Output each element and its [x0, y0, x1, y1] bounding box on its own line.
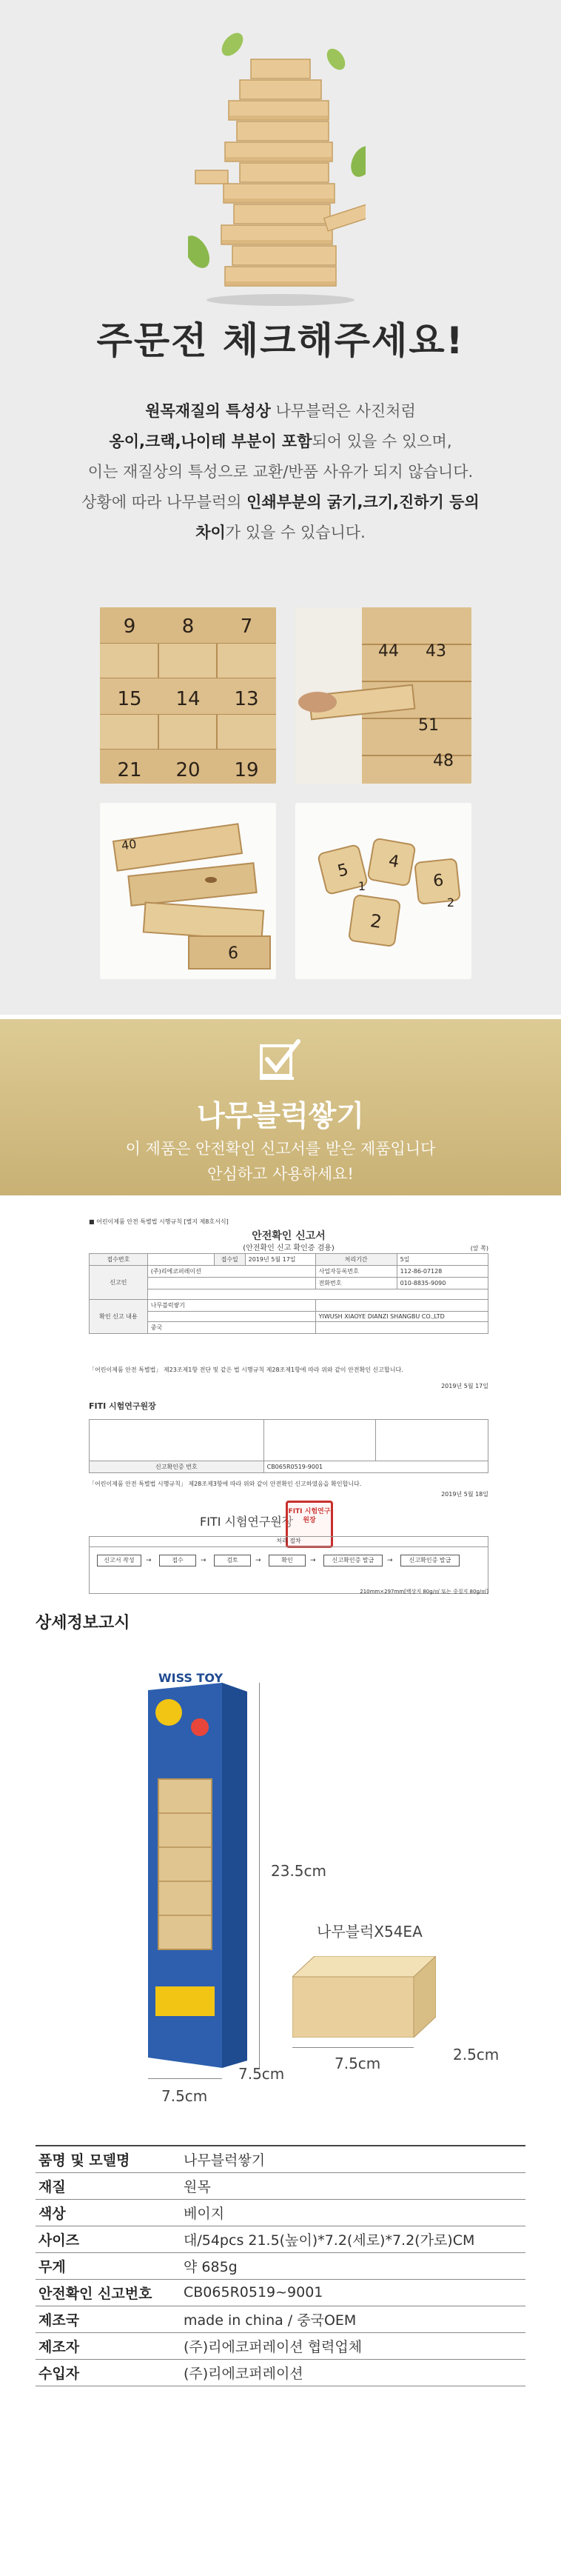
- dimension-line: [259, 1683, 260, 2068]
- photo-dice: [295, 803, 471, 979]
- spec-key: 무게: [36, 2252, 184, 2279]
- block-number: 7: [240, 615, 253, 638]
- spec-row: [36, 2306, 525, 2332]
- flow-step: 검토: [214, 1555, 251, 1566]
- spec-value: 약 685g: [184, 2252, 525, 2279]
- spec-row: [36, 2226, 525, 2252]
- product-detail-section: [0, 1610, 561, 2567]
- spec-key: 재질: [36, 2172, 184, 2199]
- cert-process-flow: [89, 1536, 488, 1594]
- cert-paper-spec: 210mm×297mm[백상지 80g/㎡ 또는 중질지 80g/㎡]: [360, 1589, 488, 1595]
- spec-value: 나무블럭쌓기: [184, 2146, 525, 2172]
- cert-cell: 접수일: [214, 1254, 245, 1266]
- spec-key: 품명 및 모델명: [36, 2146, 184, 2172]
- spec-value: (주)리에코퍼레이션 협력업체: [184, 2332, 525, 2359]
- cert-cell: 2019년 5월 17일: [245, 1254, 315, 1266]
- cert-subtitle: (안전확인 신고 확인증 겸용): [243, 1244, 335, 1252]
- arrow-right-icon: →: [146, 1557, 152, 1564]
- block-number: 1: [357, 879, 366, 893]
- block-number: 14: [175, 688, 201, 710]
- cert-cell: 접수번호: [90, 1254, 148, 1266]
- spec-value: CB065R0519~9001: [184, 2279, 525, 2306]
- flow-step: 신고확인증 발급: [323, 1555, 383, 1566]
- kc-safety-band: [0, 1019, 561, 1195]
- block-number: 6: [432, 871, 445, 891]
- flow-head: 처리 절차: [90, 1537, 488, 1547]
- block-number: 13: [234, 688, 259, 710]
- spec-key: 제조국: [36, 2306, 184, 2332]
- flow-step: 신고확인증 발급: [400, 1555, 460, 1566]
- cert-confirm-text: 「어린이제품 안전 특별법 시행규칙」 제28조제3항에 따라 위와 같이 안전확인 신고하였음을 확인합니다.: [89, 1481, 362, 1487]
- box-width-label: 7.5cm: [161, 2087, 208, 2105]
- block-number: 2: [446, 895, 455, 910]
- cert-org-name: FITI 시험연구원장: [89, 1401, 156, 1411]
- checkbox-check-icon: [258, 1037, 303, 1080]
- cert-declare-text: 「어린이제품 안전 특별법」 제23조제1항 전단 및 같은 법 시행규칙 제28조제1항에 따라 위와 같이 안전확인 신고합니다.: [89, 1367, 403, 1373]
- block-number: 15: [117, 688, 142, 710]
- block-number: 21: [117, 759, 142, 781]
- cert-cell: 나무블럭쌓기: [147, 1300, 315, 1312]
- box-height-label: 23.5cm: [271, 1862, 327, 1880]
- cert-cell: 신고인: [90, 1266, 148, 1300]
- kc-band-subtitle-line-1: 이 제품은 안전확인 신고서를 받은 제품입니다: [125, 1140, 436, 1158]
- notice-section: [0, 0, 561, 1015]
- cert-confirm-date: 2019년 5월 18일: [441, 1491, 488, 1498]
- kc-band-subtitle-line-2: 안심하고 사용하세요!: [207, 1165, 354, 1183]
- cert-cell: [315, 1300, 488, 1312]
- flow-step: 접수: [159, 1555, 196, 1566]
- cert-org-signature: FITI 시험연구원장: [200, 1515, 294, 1529]
- detail-heading: 상세정보고시: [36, 1614, 130, 1632]
- spec-row: [36, 2172, 525, 2199]
- notice-line-2: 옹이,크랙,나이테 부분이 포함되어 있을 수 있으며,: [109, 433, 452, 450]
- flow-step: 확인: [269, 1555, 306, 1566]
- photo-pulled-block: [295, 607, 471, 784]
- spec-table: [36, 2145, 525, 2386]
- block-number: 20: [175, 759, 201, 781]
- jenga-tower-illustration: [188, 30, 366, 311]
- safety-certificate-section: [0, 1195, 561, 1610]
- box-depth-label: 7.5cm: [238, 2065, 285, 2083]
- block-label: 나무블럭X54EA: [317, 1923, 423, 1941]
- spec-key: 색상: [36, 2199, 184, 2226]
- block-number: 2: [369, 910, 383, 933]
- arrow-right-icon: →: [255, 1557, 261, 1564]
- cert-form-number: ■ 어린이제품 안전 특별법 시행규칙 [별지 제8호서식]: [89, 1218, 229, 1225]
- notice-line-4: 상황에 따라 나무블럭의 인쇄부분의 굵기,크기,진하기 등의: [81, 493, 480, 511]
- notice-title: 주문전 체크해주세요!: [96, 319, 465, 362]
- spec-key: 수입자: [36, 2359, 184, 2386]
- dimension-line: [292, 2047, 414, 2048]
- spec-row: [36, 2146, 525, 2172]
- kc-band-title: 나무블럭쌓기: [196, 1100, 365, 1133]
- spec-value: 베이지: [184, 2199, 525, 2226]
- block-number: 48: [433, 752, 454, 770]
- cert-cell: 010-8835-9090: [397, 1278, 488, 1289]
- box-brand-label: WISS TOY: [158, 1671, 224, 1685]
- block-number: 19: [234, 759, 259, 781]
- cert-cell: [90, 1420, 264, 1461]
- cert-cell: [147, 1289, 488, 1300]
- block-number: 43: [426, 642, 446, 661]
- photo-numbered-blocks: [100, 607, 276, 784]
- block-number: 5: [335, 860, 351, 881]
- spec-row: [36, 2332, 525, 2359]
- block-number: 9: [123, 615, 136, 638]
- cert-cell: [376, 1420, 488, 1461]
- cert-cell: 중국: [147, 1322, 315, 1334]
- cert-declare-date: 2019년 5월 17일: [441, 1383, 488, 1389]
- dimension-line: [148, 2078, 222, 2079]
- spec-value: 대/54pcs 21.5(높이)*7.2(세로)*7.2(가로)CM: [184, 2226, 525, 2252]
- block-width-label: 2.5cm: [453, 2046, 500, 2063]
- cert-cell: [263, 1420, 376, 1461]
- spec-row: [36, 2199, 525, 2226]
- arrow-right-icon: →: [201, 1557, 206, 1564]
- spec-key: 안전확인 신고번호: [36, 2279, 184, 2306]
- cert-cell: YIWUSH XIAOYE DIANZI SHANGBU CO.,LTD: [315, 1312, 488, 1322]
- arrow-right-icon: →: [387, 1557, 393, 1564]
- spec-value: 원목: [184, 2172, 525, 2199]
- cert-cell: [147, 1278, 315, 1289]
- cert-cell: 112-86-07128: [397, 1266, 488, 1278]
- cert-cell: 신고확인증 번호: [90, 1461, 264, 1473]
- notice-line-1: 원목재질의 특성상 나무블럭은 사진처럼: [145, 402, 416, 420]
- spec-key: 제조자: [36, 2332, 184, 2359]
- block-number: 6: [228, 944, 238, 963]
- spec-row: [36, 2359, 525, 2386]
- notice-text: [0, 396, 561, 548]
- block-number: 44: [378, 642, 399, 661]
- block-number: 8: [181, 615, 195, 638]
- cert-cell: 확인 신고 내용: [90, 1300, 148, 1334]
- cert-cell: 전화번호: [315, 1278, 397, 1289]
- cert-cell: 사업자등록번호: [315, 1266, 397, 1278]
- cert-review-table: [89, 1419, 488, 1473]
- cert-table: [89, 1253, 488, 1334]
- flow-step: 신고서 작성: [97, 1555, 141, 1566]
- spec-row: [36, 2279, 525, 2306]
- official-seal-stamp: FITI 시험연구원장: [286, 1501, 333, 1548]
- cert-cell: 처리기간: [315, 1254, 397, 1266]
- cert-title: 안전확인 신고서: [252, 1230, 326, 1242]
- block-number: 40: [120, 836, 138, 853]
- cert-number-cell: CB065R0519-9001: [263, 1461, 488, 1473]
- block-number: 4: [387, 852, 401, 872]
- spec-key: 사이즈: [36, 2226, 184, 2252]
- block-length-label: 7.5cm: [335, 2055, 381, 2072]
- arrow-right-icon: →: [310, 1557, 316, 1564]
- spec-value: made in china / 중국OEM: [184, 2306, 525, 2332]
- photo-knot-blocks: [100, 803, 276, 979]
- product-box-illustration: [148, 1683, 247, 2068]
- spec-row: [36, 2252, 525, 2279]
- cert-cell: [315, 1322, 488, 1334]
- cert-cell: [147, 1312, 315, 1322]
- notice-line-3: 이는 재질상의 특성으로 교환/반품 사유가 되지 않습니다.: [87, 463, 474, 481]
- cert-cell: (주)리에코퍼레이션: [147, 1266, 315, 1278]
- notice-line-5: 차이가 있을 수 있습니다.: [195, 524, 366, 541]
- cert-cell: [147, 1254, 214, 1266]
- spec-value: (주)리에코퍼레이션: [184, 2359, 525, 2386]
- wood-block-illustration: [292, 1956, 436, 2038]
- cert-page-side: (앞 쪽): [470, 1245, 488, 1252]
- block-number: 51: [418, 716, 439, 735]
- cert-cell: 5일: [397, 1254, 488, 1266]
- safety-certificate-document: [89, 1218, 488, 1595]
- kc-band-subtitle: [0, 1136, 561, 1187]
